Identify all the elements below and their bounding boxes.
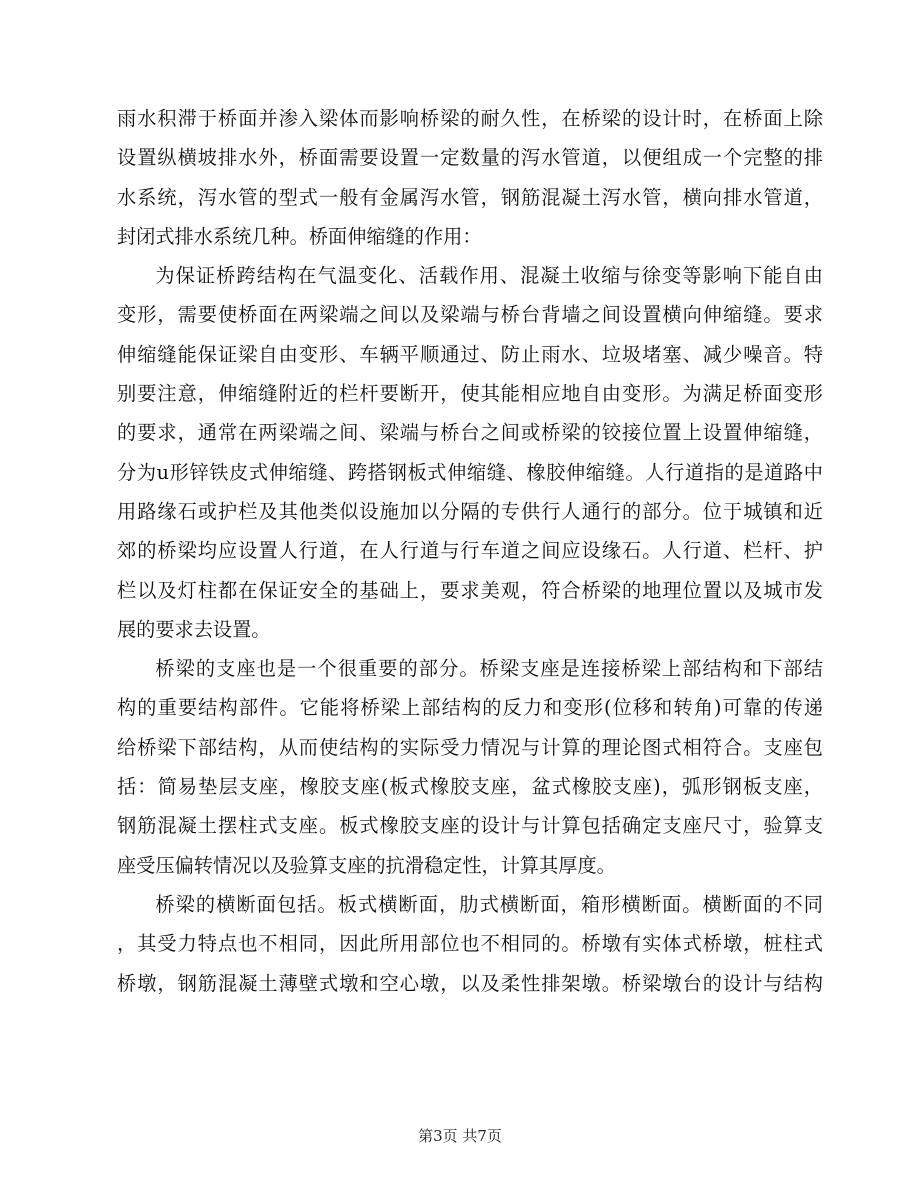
text-line: 桥梁的横断面包括。板式横断面，肋式横断面，箱形横断面。横断面的不同 — [155, 892, 823, 916]
paragraph — [117, 649, 823, 885]
text-line: 为保证桥跨结构在气温变化、活载作用、混凝土收缩与徐变等影响下能自由 — [155, 264, 823, 288]
paragraph — [117, 99, 823, 256]
text-line: 封闭式排水系统几种。桥面伸缩缝的作用： — [117, 224, 482, 248]
text-line: 郊的桥梁均应设置人行道，在人行道与行车道之间应设缘石。人行道、栏杆、护 — [117, 539, 823, 563]
text-line: 桥墩，钢筋混凝土薄壁式墩和空心墩，以及柔性排架墩。桥梁墩台的设计与结构 — [117, 971, 823, 995]
text-line: 分为u形锌铁皮式伸缩缝、跨搭钢板式伸缩缝、橡胶伸缩缝。人行道指的是道路中 — [117, 460, 823, 484]
text-line: 伸缩缝能保证梁自由变形、车辆平顺通过、防止雨水、垃圾堵塞、减少噪音。特 — [117, 342, 823, 366]
text-line: 水系统，泻水管的型式一般有金属泻水管，钢筋混凝土泻水管，横向排水管道， — [117, 185, 823, 209]
text-line: 栏以及灯柱都在保证安全的基础上，要求美观，符合桥梁的地理位置以及城市发 — [117, 578, 823, 602]
text-line: 变形，需要使桥面在两梁端之间以及梁端与桥台背墙之间设置横向伸缩缝。要求 — [117, 303, 823, 327]
text-line: 括：简易垫层支座，橡胶支座(板式橡胶支座，盆式橡胶支座)，弧形钢板支座， — [117, 775, 823, 799]
text-line: ，其受力特点也不相同，因此所用部位也不相同的。桥墩有实体式桥墩，桩柱式 — [117, 932, 823, 956]
text-line: 座受压偏转情况以及验算支座的抗滑稳定性，计算其厚度。 — [117, 853, 616, 877]
text-line: 用路缘石或护栏及其他类似设施加以分隔的专供行人通行的部分。位于城镇和近 — [117, 499, 823, 523]
text-line: 别要注意，伸缩缝附近的栏杆要断开，使其能相应地自由变形。为满足桥面变形 — [117, 382, 823, 406]
text-line: 设置纵横坡排水外，桥面需要设置一定数量的泻水管道，以便组成一个完整的排 — [117, 146, 823, 170]
page-footer: 第3页 共7页 — [418, 1127, 502, 1145]
text-line: 展的要求去设置。 — [117, 617, 271, 641]
paragraph — [117, 256, 823, 649]
text-line: 雨水积滞于桥面并渗入梁体而影响桥梁的耐久性，在桥梁的设计时，在桥面上除 — [117, 107, 823, 130]
text-line: 给桥梁下部结构，从而使结构的实际受力情况与计算的理论图式相符合。支座包 — [117, 735, 823, 759]
text-line: 的要求，通常在两梁端之间、梁端与桥台之间或桥梁的铰接位置上设置伸缩缝， — [117, 421, 823, 445]
text-line: 桥梁的支座也是一个很重要的部分。桥梁支座是连接桥梁上部结构和下部结 — [155, 657, 823, 681]
text-line: 构的重要结构部件。它能将桥梁上部结构的反力和变形(位移和转角)可靠的传递 — [117, 696, 823, 720]
text-line: 钢筋混凝土摆柱式支座。板式橡胶支座的设计与计算包括确定支座尺寸，验算支 — [117, 814, 823, 838]
paragraph — [117, 885, 823, 1003]
document-body — [117, 99, 823, 1003]
